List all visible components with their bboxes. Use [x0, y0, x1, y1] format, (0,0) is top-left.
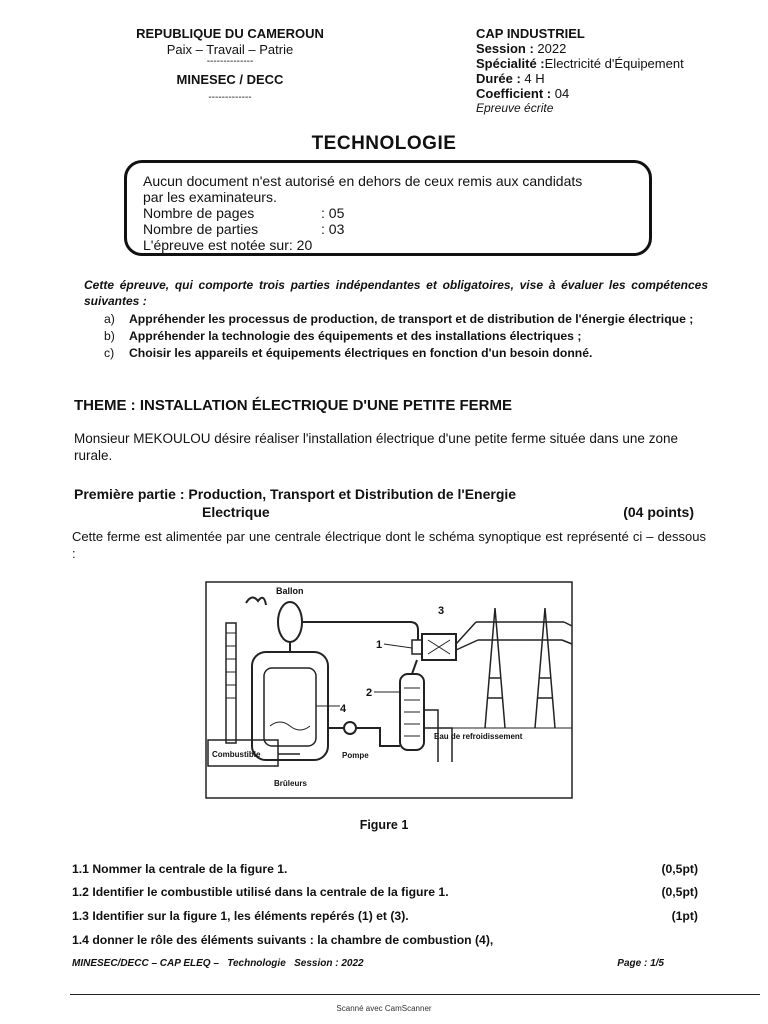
label-water: Eau de refroidissement — [434, 732, 523, 741]
theme-heading: THEME : INSTALLATION ÉLECTRIQUE D'UNE PETITE FERME — [74, 397, 513, 414]
scanner-watermark: Scanné avec CamScanner — [336, 1004, 432, 1013]
page-footer — [72, 958, 664, 969]
question-text: 1.1 Nommer la centrale de la figure 1. — [72, 862, 288, 876]
footer-left: MINESEC/DECC – CAP ELEQ – — [72, 958, 219, 969]
part1-points: (04 points) — [623, 504, 694, 520]
part1-heading — [74, 485, 694, 521]
list-item — [104, 346, 704, 361]
session-label: Session : — [476, 41, 534, 56]
footer-page: Page : 1/5 — [617, 958, 664, 969]
exam-type: Epreuve écrite — [476, 101, 554, 115]
question-text: 1.3 Identifier sur la figure 1, les éléments repérés (1) et (3). — [72, 909, 409, 923]
footer-session: Session : 2022 — [294, 958, 364, 969]
list-label: c) — [104, 346, 115, 360]
figure-caption: Figure 1 — [359, 818, 409, 832]
part1-title: Première partie : Production, Transport et Distribution de l'Energie — [74, 486, 517, 502]
header-left — [100, 26, 360, 102]
list-item — [104, 329, 704, 344]
context-text: Monsieur MEKOULOU désire réaliser l'installation électrique d'une petite ferme située dans une zone rurale. — [74, 431, 678, 463]
question-text: 1.2 Identifier le combustible utilisé dans la centrale de la figure 1. — [72, 885, 449, 899]
list-text: Appréhender la technologie des équipements et des installations électriques ; — [129, 329, 582, 343]
smoke — [246, 597, 266, 605]
label-pump: Pompe — [342, 751, 369, 760]
list-text: Appréhender les processus de production, de transport et de distribution de l'énergie électrique ; — [129, 312, 694, 326]
separator: -------------- — [206, 56, 254, 67]
part1-text: Cette ferme est alimentée par une centrale électrique dont le schéma synoptique est représenté ci – dessous : — [72, 529, 706, 561]
label-3: 3 — [438, 605, 445, 617]
combustion-chamber — [264, 668, 316, 746]
power-plant-diagram — [200, 578, 578, 802]
part1-title-cont: Electrique — [202, 504, 270, 520]
question — [72, 885, 698, 899]
turbine — [412, 640, 422, 654]
question-points: (0,5pt) — [661, 862, 698, 876]
intro-text: Cette épreuve, qui comporte trois parties indépendantes et obligatoires, vise à évaluer les compétences suivantes : — [84, 278, 708, 308]
speciality-label: Spécialité : — [476, 56, 545, 71]
coefficient-value: 04 — [554, 86, 570, 101]
label-ballon: Ballon — [276, 586, 304, 596]
parts-value: : 03 — [321, 221, 345, 237]
motto: Paix – Travail – Patrie — [166, 42, 294, 57]
competence-list — [104, 312, 704, 361]
ministry: MINESEC / DECC — [176, 72, 284, 87]
footer-divider — [70, 994, 760, 995]
country-name: REPUBLIQUE DU CAMEROUN — [136, 26, 324, 41]
label-burners: Brûleurs — [274, 779, 307, 788]
notice-line: par les examinateurs. — [143, 189, 277, 205]
question — [72, 909, 698, 923]
notice-line: Aucun document n'est autorisé en dehors de ceux remis aux candidats — [143, 173, 583, 189]
question — [72, 933, 698, 947]
footer-subject: Technologie — [227, 958, 286, 969]
list-label: b) — [104, 329, 115, 343]
pages-label: Nombre de pages — [143, 205, 255, 221]
page-title: TECHNOLOGIE — [311, 133, 457, 154]
header-right — [476, 26, 756, 116]
label-4: 4 — [340, 703, 347, 715]
list-item — [104, 312, 704, 327]
pump — [344, 722, 356, 734]
chimney — [226, 623, 236, 743]
session-value: 2022 — [537, 41, 567, 56]
list-label: a) — [104, 312, 115, 326]
pages-value: : 05 — [321, 205, 345, 221]
duration-value: 4 H — [524, 71, 545, 86]
exam-name: CAP INDUSTRIEL — [476, 26, 585, 41]
duration-label: Durée : — [476, 71, 521, 86]
question-points: (0,5pt) — [661, 885, 698, 899]
parts-label: Nombre de parties — [143, 221, 259, 237]
list-text: Choisir les appareils et équipements électriques en fonction d'un besoin donné. — [129, 346, 593, 360]
speciality-value: Electricité d'Équipement — [544, 56, 684, 71]
label-fuel: Combustible — [212, 750, 261, 759]
label-1: 1 — [376, 639, 383, 651]
figure-1 — [200, 578, 578, 802]
label-2: 2 — [366, 687, 373, 699]
separator: ------------- — [208, 92, 252, 103]
drum — [278, 602, 302, 642]
question-text: 1.4 donner le rôle des éléments suivants : la chambre de combustion (4), — [72, 933, 494, 947]
question-points: (1pt) — [671, 909, 698, 923]
pylons — [456, 608, 572, 728]
notice-box — [124, 160, 652, 256]
question — [72, 862, 698, 876]
score-line: L'épreuve est notée sur: 20 — [143, 237, 313, 253]
coefficient-label: Coefficient : — [476, 86, 552, 101]
